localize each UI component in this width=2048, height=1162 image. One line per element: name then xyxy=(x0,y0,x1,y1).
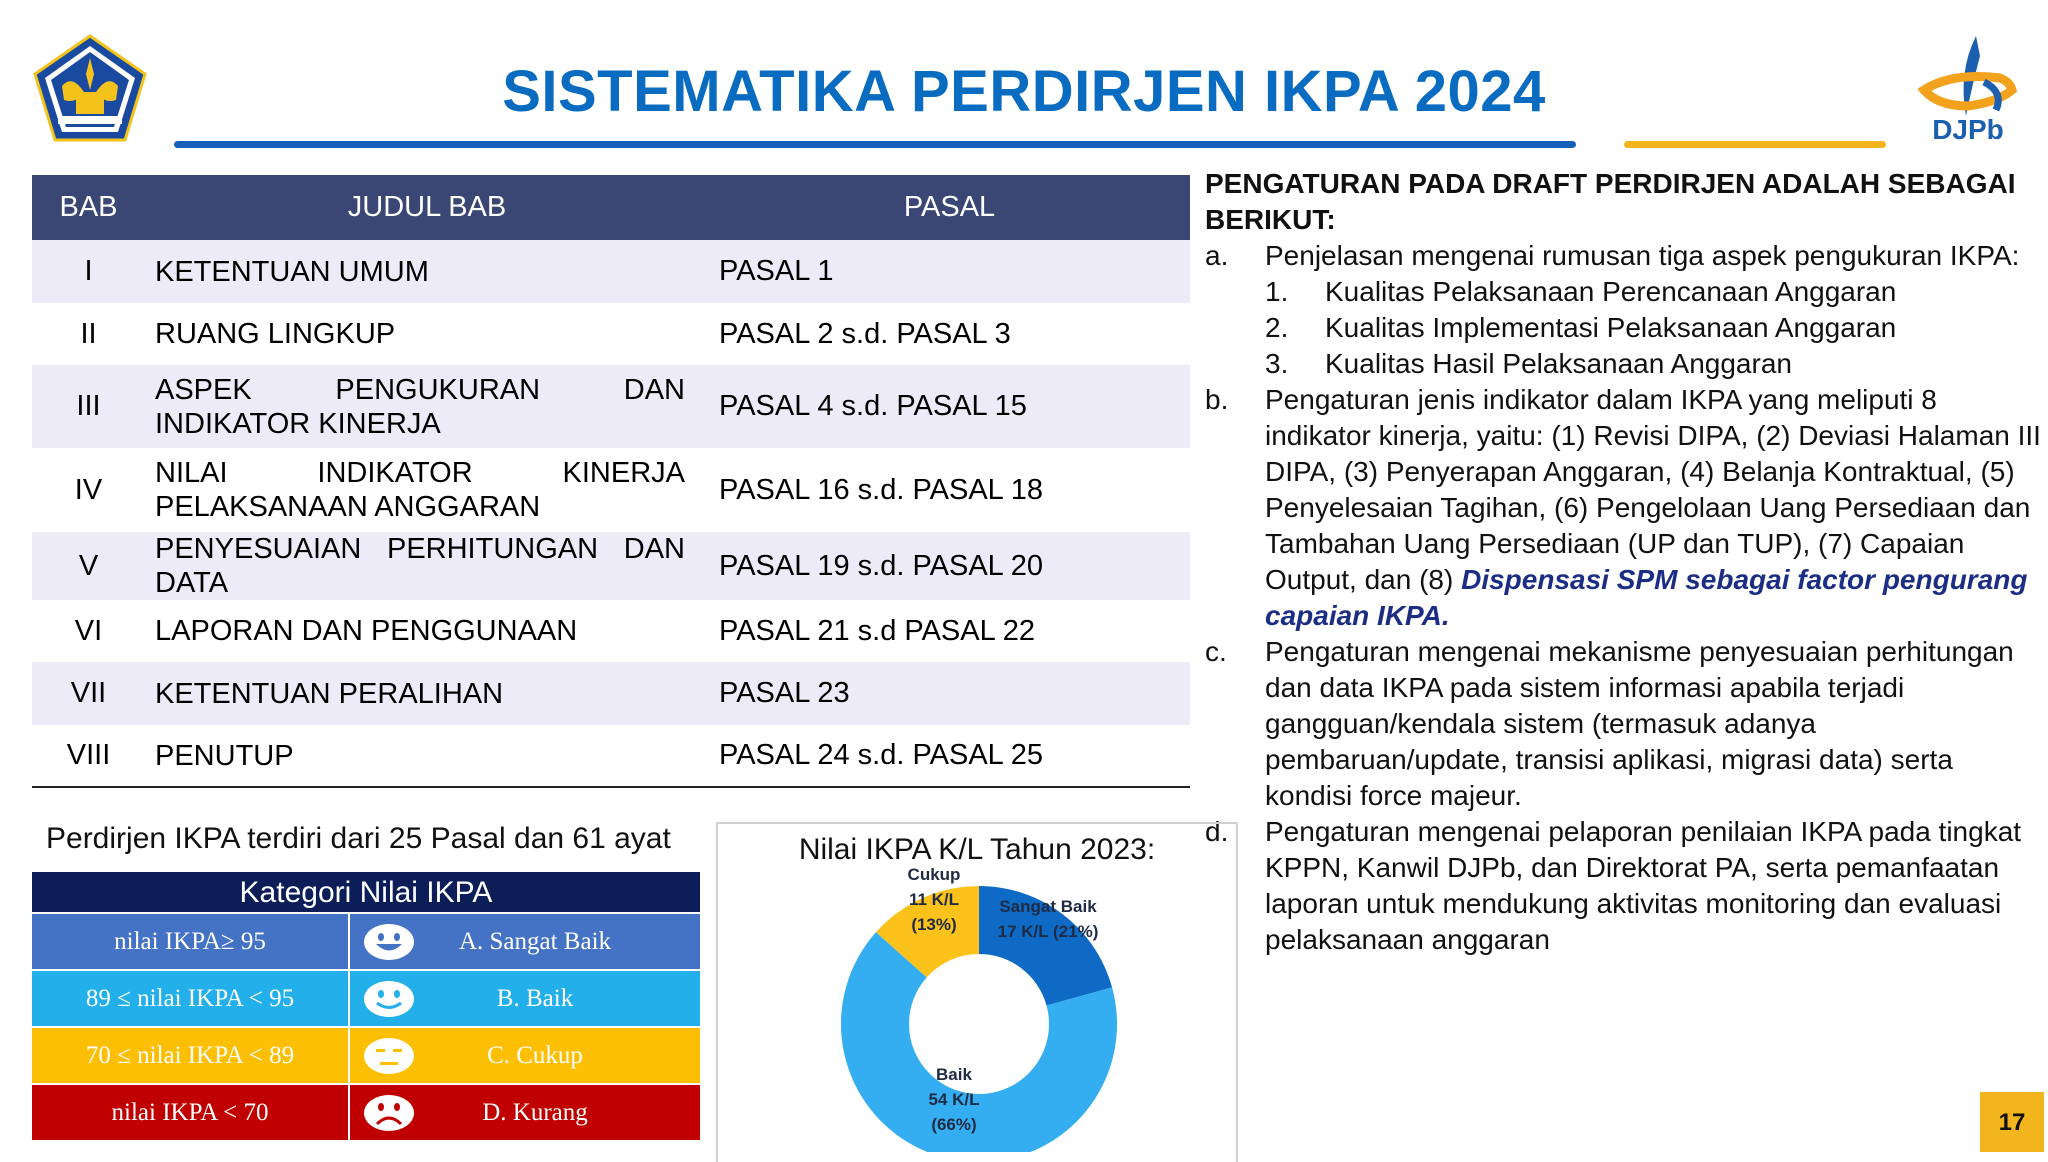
perdirjen-note: Perdirjen IKPA terdiri dari 25 Pasal dan 61 ayat xyxy=(46,822,671,855)
point-d xyxy=(1205,814,2045,958)
sub-text: Kualitas Hasil Pelaksanaan Anggaran xyxy=(1325,348,1792,379)
donut-label-sangat-baik: Sangat Baik 17 K/L (21%) xyxy=(997,897,1099,941)
ikpa-donut-chart xyxy=(716,860,1238,1152)
kategori-title: Kategori Nilai IKPA xyxy=(32,872,700,912)
donut-label-cukup: Cukup 11 K/L (13%) xyxy=(907,865,961,934)
header-bab: BAB xyxy=(32,175,145,240)
table-row xyxy=(32,532,1190,600)
table-row xyxy=(32,448,1190,532)
sub-point xyxy=(1205,274,2045,310)
pasal-cell: PASAL 24 s.d. PASAL 25 xyxy=(709,725,1190,787)
sub-marker: 3. xyxy=(1265,348,1289,379)
kategori-row xyxy=(32,1085,700,1140)
happy-face-icon xyxy=(350,914,428,969)
point-marker: b. xyxy=(1205,384,1229,415)
table-row xyxy=(32,725,1190,787)
title-underline-gold xyxy=(1624,141,1886,148)
judul-cell: KETENTUAN UMUM xyxy=(145,240,709,303)
title-underline-blue xyxy=(174,141,1576,148)
donut-label-baik: Baik 54 K/L (66%) xyxy=(928,1065,980,1134)
judul-cell: LAPORAN DAN PENGGUNAAN xyxy=(145,600,709,662)
pengaturan-intro: PENGATURAN PADA DRAFT PERDIRJEN ADALAH SEBAGAI BERIKUT: xyxy=(1205,168,2016,235)
kategori-label: A. Sangat Baik xyxy=(458,928,612,955)
kategori-label: D. Kurang xyxy=(482,1099,588,1126)
point-marker: c. xyxy=(1205,636,1227,667)
bab-cell: VI xyxy=(32,600,145,662)
judul-cell: RUANG LINGKUP xyxy=(145,303,709,365)
bab-cell: II xyxy=(32,303,145,365)
pengaturan-text xyxy=(1205,166,2045,958)
point-text: Pengaturan mengenai mekanisme penyesuaian perhitungan dan data IKPA pada sistem informasi apabila terjadi gangguan/kendala sistem (termasuk adanya pembaruan/update, transisi aplikasi, migrasi data) serta kondisi force majeur. xyxy=(1265,636,2014,811)
smile-face-icon xyxy=(350,971,428,1026)
kategori-row xyxy=(32,971,700,1026)
bab-cell: I xyxy=(32,240,145,303)
point-marker: a. xyxy=(1205,240,1229,271)
pasal-cell: PASAL 2 s.d. PASAL 3 xyxy=(709,303,1190,365)
pasal-cell: PASAL 19 s.d. PASAL 20 xyxy=(709,532,1190,600)
point-text: Pengaturan mengenai pelaporan penilaian IKPA pada tingkat KPPN, Kanwil DJPb, dan Direktorat PA, serta pemanfaatan laporan untuk mendukung aktivitas monitoring dan evaluasi pelaksanaan anggaran xyxy=(1265,816,2022,955)
page-title: SISTEMATIKA PERDIRJEN IKPA 2024 xyxy=(502,59,1546,124)
sub-marker: 1. xyxy=(1265,276,1289,307)
table-row xyxy=(32,365,1190,448)
point-marker: d. xyxy=(1205,816,1229,847)
pasal-cell: PASAL 4 s.d. PASAL 15 xyxy=(709,365,1190,448)
judul-cell: PENUTUP xyxy=(145,725,709,787)
table-header-row xyxy=(32,175,1190,240)
judul-cell: ASPEK PENGUKURAN DAN INDIKATOR KINERJA xyxy=(145,365,709,448)
pasal-cell: PASAL 23 xyxy=(709,662,1190,725)
sub-text: Kualitas Pelaksanaan Perencanaan Anggaran xyxy=(1325,276,1897,307)
neutral-face-icon xyxy=(350,1028,428,1083)
pasal-cell: PASAL 1 xyxy=(709,240,1190,303)
judul-cell: PENYESUAIAN PERHITUNGAN DAN DATA xyxy=(145,532,709,600)
pasal-cell: PASAL 16 s.d. PASAL 18 xyxy=(709,448,1190,532)
kategori-range: nilai IKPA < 70 xyxy=(32,1085,350,1140)
table-row xyxy=(32,303,1190,365)
sub-marker: 2. xyxy=(1265,312,1289,343)
header-judul-bab: JUDUL BAB xyxy=(145,175,709,240)
point-a xyxy=(1205,238,2045,274)
point-text: Pengaturan jenis indikator dalam IKPA yang meliputi 8 indikator kinerja, yaitu: (1) Revisi DIPA, (2) Deviasi Halaman III DIPA, (3) Penyerapan Anggaran, (4) Belanja Kontraktual, (5) Penyelesaian Tagihan, (6) Pengelolaan Uang Persediaan dan Tambahan Uang Persediaan (UP dan TUP), (7) Capaian Output, dan (8) xyxy=(1265,384,2041,595)
sub-text: Kualitas Implementasi Pelaksanaan Anggaran xyxy=(1325,312,1897,343)
kategori-row xyxy=(32,1028,700,1083)
kategori-label: C. Cukup xyxy=(487,1042,583,1069)
page-number: 17 xyxy=(1980,1092,2044,1152)
kategori-label: B. Baik xyxy=(496,985,574,1012)
bab-cell: VII xyxy=(32,662,145,725)
sub-point xyxy=(1205,310,2045,346)
bab-cell: III xyxy=(32,365,145,448)
sub-point xyxy=(1205,346,2045,382)
bab-cell: IV xyxy=(32,448,145,532)
kategori-row xyxy=(32,914,700,969)
kategori-range: nilai IKPA≥ 95 xyxy=(32,914,350,969)
point-b xyxy=(1205,382,2045,634)
bab-cell: V xyxy=(32,532,145,600)
bab-table xyxy=(32,175,1190,788)
bab-cell: VIII xyxy=(32,725,145,787)
judul-cell: KETENTUAN PERALIHAN xyxy=(145,662,709,725)
pasal-cell: PASAL 21 s.d PASAL 22 xyxy=(709,600,1190,662)
point-c xyxy=(1205,634,2045,814)
table-row xyxy=(32,662,1190,725)
kategori-range: 70 ≤ nilai IKPA < 89 xyxy=(32,1028,350,1083)
djpb-logo-text: DJPb xyxy=(1932,114,2004,145)
judul-cell: NILAI INDIKATOR KINERJA PELAKSANAAN ANGGARAN xyxy=(145,448,709,532)
table-row xyxy=(32,240,1190,303)
kategori-range: 89 ≤ nilai IKPA < 95 xyxy=(32,971,350,1026)
header-pasal: PASAL xyxy=(709,175,1190,240)
chart-title: Nilai IKPA K/L Tahun 2023: xyxy=(798,833,1156,866)
dispensasi-emphasis: Dispensasi SPM sebagai factor pengurang capaian IKPA. xyxy=(1265,564,2028,631)
table-row xyxy=(32,600,1190,662)
sad-face-icon xyxy=(350,1085,428,1140)
point-text: Penjelasan mengenai rumusan tiga aspek pengukuran IKPA: xyxy=(1265,240,2020,271)
kategori-nilai-table xyxy=(32,872,700,1140)
